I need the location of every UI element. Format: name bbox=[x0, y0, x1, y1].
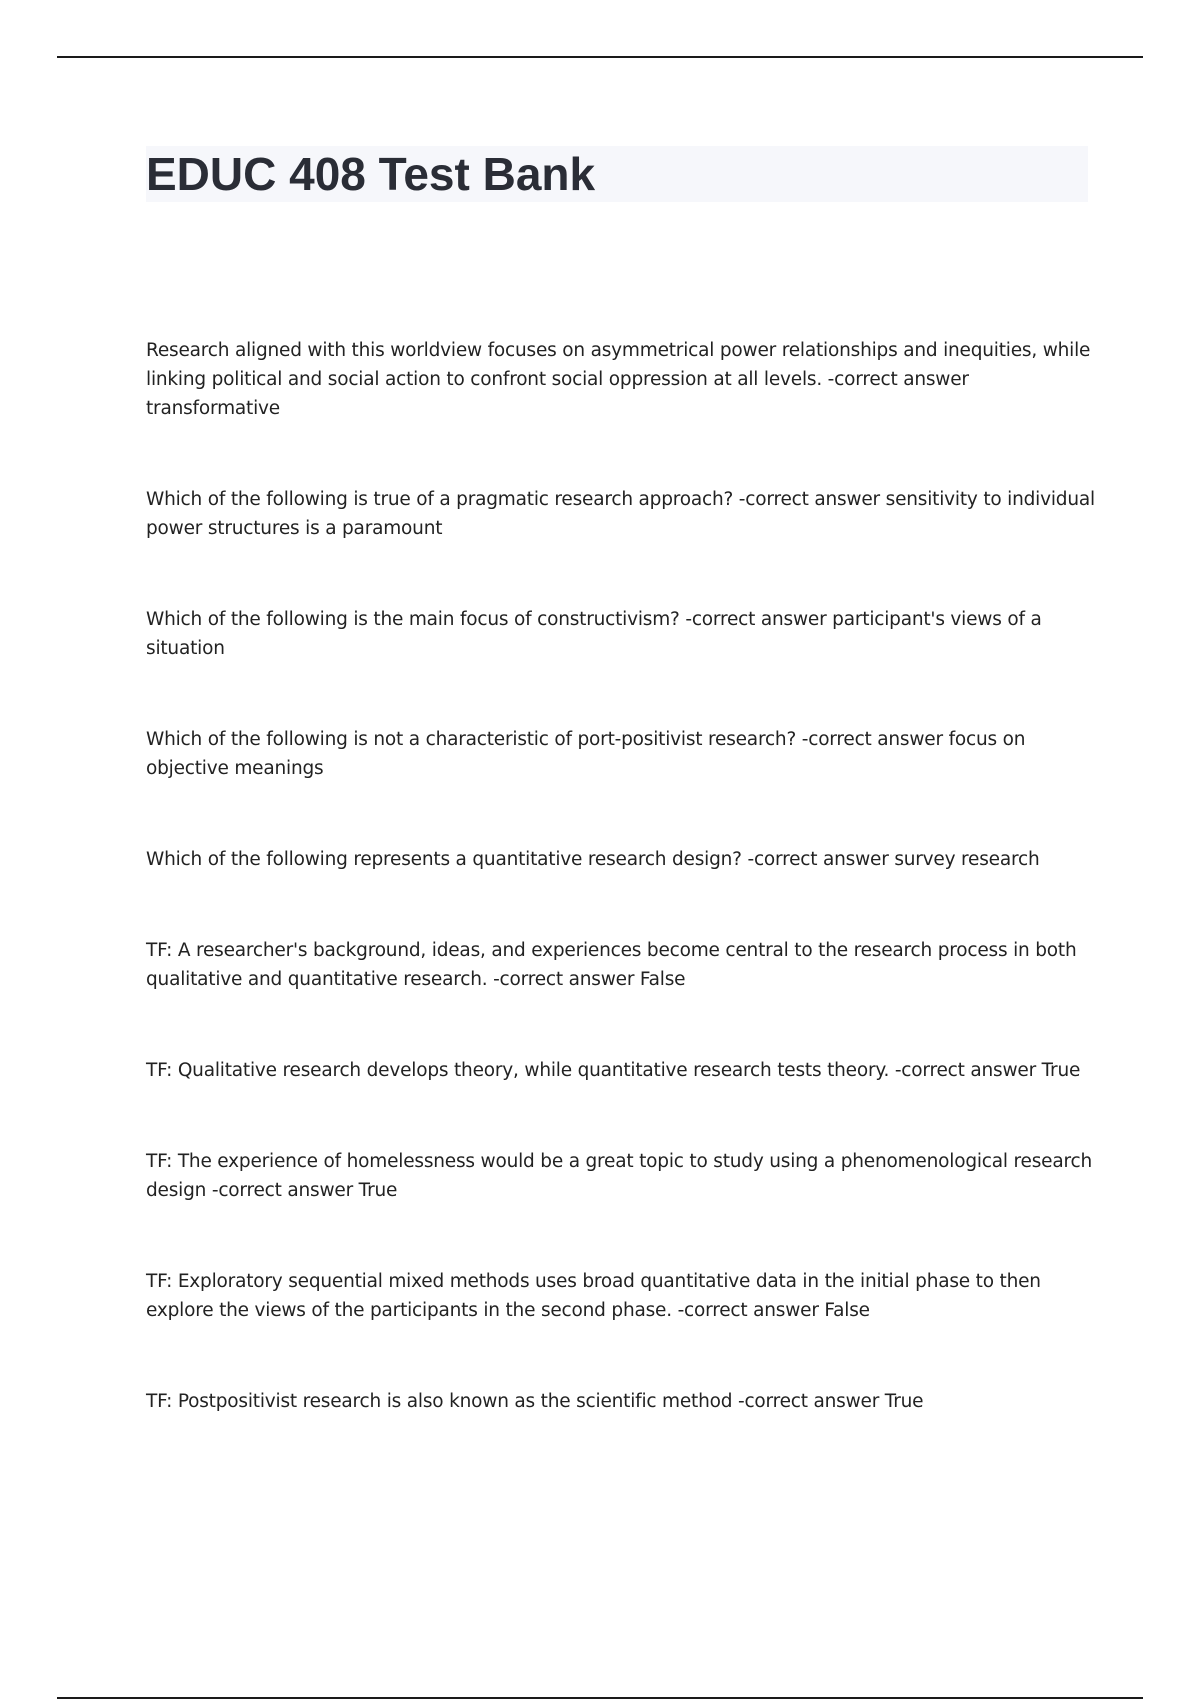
qa-item-10: TF: Postpositivist research is also known as the scientific method -correct answer True bbox=[146, 1391, 924, 1412]
qa-item-1: Research aligned with this worldview focuses on asymmetrical power relationships and inequities, while linking political and social action to confront social oppression at all levels. -correct answer transformative bbox=[146, 340, 1091, 419]
page-title: EDUC 408 Test Bank bbox=[146, 148, 596, 200]
qa-item-3: Which of the following is the main focus of constructivism? -correct answer participant's views of a situation bbox=[146, 609, 1042, 659]
top-rule bbox=[57, 56, 1143, 58]
bottom-rule bbox=[57, 1697, 1143, 1699]
qa-item-9: TF: Exploratory sequential mixed methods uses broad quantitative data in the initial phase to then explore the views of the participants in the second phase. -correct answer False bbox=[146, 1271, 1041, 1321]
qa-list bbox=[146, 336, 1096, 1416]
qa-item-2: Which of the following is true of a pragmatic research approach? -correct answer sensitivity to individual power structures is a paramount bbox=[146, 489, 1095, 539]
qa-item-7: TF: Qualitative research develops theory, while quantitative research tests theory. -correct answer True bbox=[146, 1060, 1081, 1081]
qa-item-5: Which of the following represents a quantitative research design? -correct answer survey research bbox=[146, 849, 1040, 870]
qa-item-4: Which of the following is not a characteristic of port-positivist research? -correct answer focus on objective meanings bbox=[146, 729, 1026, 779]
qa-item-6: TF: A researcher's background, ideas, and experiences become central to the research process in both qualitative and quantitative research. -correct answer False bbox=[146, 940, 1077, 990]
qa-item-8: TF: The experience of homelessness would be a great topic to study using a phenomenological research design -correct answer True bbox=[146, 1151, 1092, 1201]
